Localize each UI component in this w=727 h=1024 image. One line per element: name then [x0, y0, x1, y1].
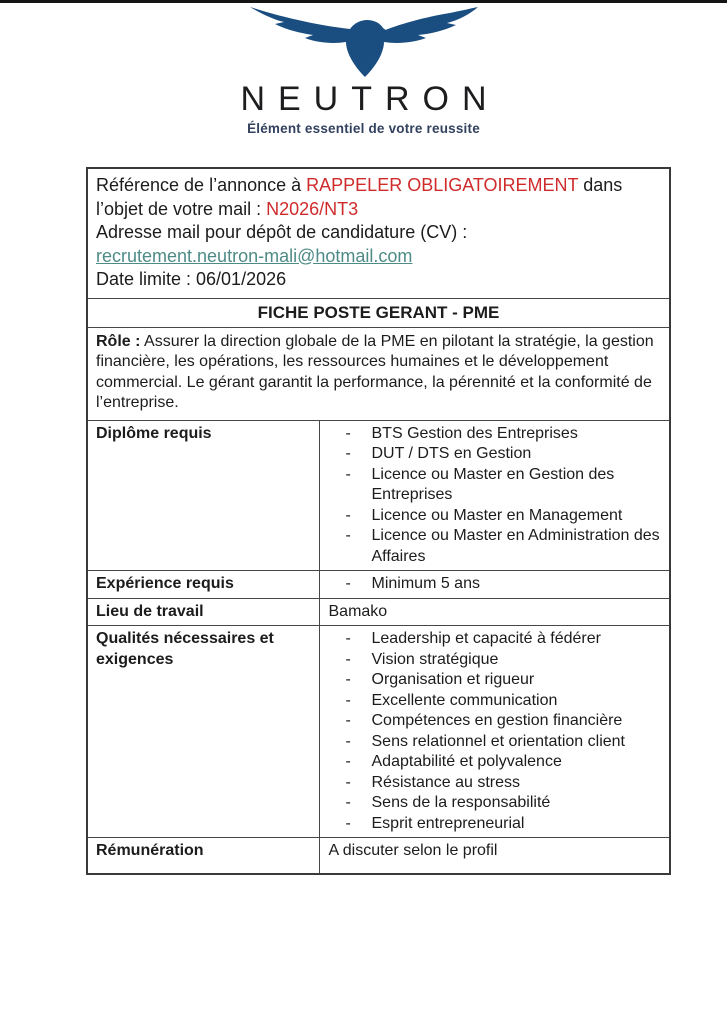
- bullet-dash: -: [345, 465, 351, 483]
- reference-suffix: dans: [578, 175, 623, 195]
- bullet-item: [320, 670, 666, 691]
- spec-row: [87, 420, 670, 571]
- bullet-item: [320, 424, 666, 445]
- job-sheet-table: [86, 167, 671, 875]
- bullet-text: BTS Gestion des Entreprises: [371, 424, 578, 442]
- deadline-text: Date limite : 06/01/2026: [96, 269, 287, 289]
- role-label: Rôle :: [96, 332, 141, 350]
- spec-row: [87, 838, 670, 875]
- company-logo: [0, 3, 727, 137]
- bullet-text: Sens relationnel et orientation client: [371, 732, 625, 750]
- bullet-text: Minimum 5 ans: [371, 575, 480, 592]
- bullet-dash: -: [345, 691, 351, 709]
- bullet-item: [320, 465, 666, 506]
- reference-line: [96, 174, 661, 198]
- spec-row: [87, 626, 670, 838]
- bullet-dash: -: [345, 527, 351, 544]
- bullet-item: [320, 752, 666, 773]
- bullet-item: [320, 526, 666, 567]
- bullet-text: Licence ou Master en Management: [371, 506, 623, 524]
- bullet-text: Compétences en gestion financière: [371, 712, 623, 729]
- bullet-dash: -: [345, 424, 351, 442]
- bullet-dash: -: [345, 732, 351, 750]
- bullet-text: Esprit entrepreneurial: [371, 814, 525, 832]
- reference-prefix: Référence de l’annonce à: [96, 175, 307, 195]
- bullet-item: [320, 506, 666, 527]
- sheet-title: FICHE POSTE GERANT - PME: [87, 298, 670, 327]
- address-label: Adresse mail pour dépôt de candidature (CV) :: [96, 222, 468, 242]
- bullet-text: Organisation et rigueur: [371, 671, 535, 688]
- spec-row: [87, 598, 670, 626]
- spec-label: Lieu de travail: [87, 598, 319, 626]
- bullet-text: Adaptabilité et polyvalence: [371, 753, 562, 770]
- application-email-link[interactable]: recrutement.neutron-mali@hotmail.com: [96, 245, 413, 266]
- bullet-item: [320, 444, 666, 465]
- bullet-item: [320, 629, 666, 650]
- notice-cell: [87, 168, 670, 298]
- bullet-item: [320, 773, 666, 794]
- bullet-dash: -: [345, 506, 351, 524]
- spec-value: [319, 838, 670, 875]
- bullet-item: [320, 793, 666, 814]
- bullet-dash: -: [345, 712, 351, 729]
- spec-label: Qualités nécessaires et exigences: [87, 626, 319, 838]
- brand-name: NEUTRON: [240, 80, 500, 118]
- bullet-text: Vision stratégique: [371, 650, 499, 668]
- spec-row: [87, 571, 670, 599]
- bullet-text: Excellente communication: [371, 691, 558, 709]
- bullet-item: [320, 711, 666, 732]
- value-text: Bamako: [328, 602, 388, 620]
- spec-label: Expérience requis: [87, 571, 319, 599]
- bullet-item: [320, 691, 666, 712]
- bullet-item: [320, 650, 666, 671]
- bullet-dash: -: [345, 794, 351, 811]
- notice-row: [87, 168, 670, 298]
- bullet-item: [320, 814, 666, 835]
- bullet-dash: -: [345, 650, 351, 668]
- reference-code: N2026/NT3: [266, 198, 359, 219]
- bullet-dash: -: [345, 630, 351, 647]
- reference-line2-prefix: l’objet de votre mail :: [96, 198, 267, 219]
- bullet-text: Sens de la responsabilité: [371, 794, 551, 811]
- value-text: A discuter selon le profil: [328, 842, 498, 859]
- bullet-dash: -: [345, 445, 351, 462]
- bullet-item: [320, 732, 666, 753]
- reference-highlight: RAPPELER OBLIGATOIREMENT: [306, 175, 579, 195]
- bullet-dash: -: [345, 671, 351, 688]
- brand-tagline: Élément essentiel de votre reussite: [247, 121, 480, 136]
- role-cell: [87, 327, 670, 420]
- job-sheet-body: [87, 168, 670, 874]
- spec-label: Diplôme requis: [87, 420, 319, 571]
- bullet-text: Leadership et capacité à fédérer: [371, 630, 601, 647]
- bullet-text: Résistance au stress: [371, 773, 521, 791]
- spec-value: [319, 571, 670, 599]
- bullet-item: [320, 574, 666, 595]
- reference-line-2: [96, 198, 661, 222]
- title-row: [87, 298, 670, 327]
- spec-value: [319, 420, 670, 571]
- bullet-dash: -: [345, 773, 351, 791]
- eagle-icon: [243, 3, 485, 79]
- spec-value: [319, 626, 670, 838]
- spec-label: Rémunération: [87, 838, 319, 875]
- bullet-text: DUT / DTS en Gestion: [371, 445, 532, 462]
- email-line: [96, 245, 661, 269]
- role-text: Assurer la direction globale de la PME en pilotant la stratégie, la gestion financière, les opérations, les ressources humaines et le développement commercial. Le gérant garantit la performance, la pérennité et la conformité de l’entreprise.: [96, 332, 654, 411]
- bullet-dash: -: [345, 814, 351, 832]
- bullet-dash: -: [345, 575, 351, 592]
- bullet-dash: -: [345, 753, 351, 770]
- role-row: [87, 327, 670, 420]
- bullet-text: Licence ou Master en Administration des Affaires: [371, 527, 660, 565]
- spec-value: [319, 598, 670, 626]
- bullet-text: Licence ou Master en Gestion des Entreprises: [371, 465, 615, 503]
